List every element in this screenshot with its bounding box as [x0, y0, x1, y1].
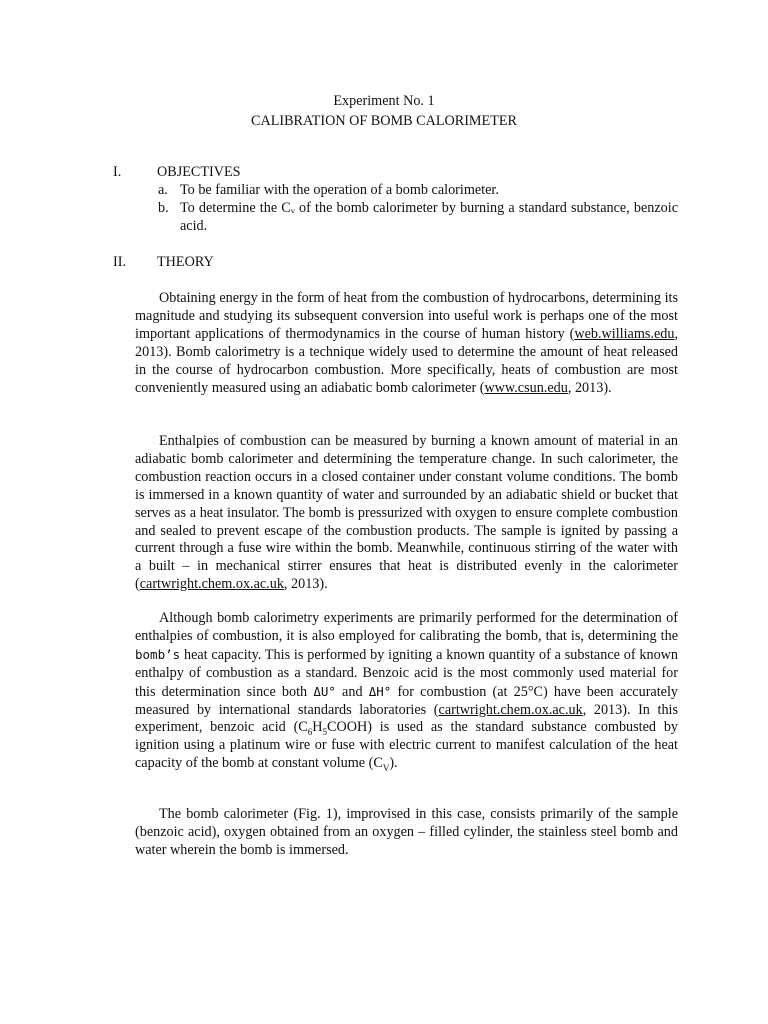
paragraph-text: and: [335, 683, 369, 700]
delta-u-symbol: ΔU°: [313, 683, 336, 699]
section-heading-objectives: [113, 164, 241, 182]
citation-link[interactable]: cartwright.chem.ox.ac.uk: [139, 576, 284, 593]
paragraph-text: for combustion (at 25°C) have been accurately measured by international standards laboratories (: [135, 683, 678, 718]
list-item: [158, 182, 678, 200]
list-item-text: To be familiar with the operation of a bomb calorimeter.: [180, 182, 499, 198]
section-number: I.: [113, 164, 122, 180]
paragraph-text: Enthalpies of combustion can be measured by burning a known amount of material in an adiabatic bomb calorimeter and determining the temperature change. In such calorimeter, the combustion reaction occurs in a closed container under constant volume conditions. The bomb is immersed in a known quantity of water and surrounded by an adiabatic shield or bucket that serves as a heat insulator. The bomb is pressurized with oxygen to ensure complete combustion and sealed to prevent escape of the combustion products. The sample is ignited by passing a current through a fuse wire within the bomb. Meanwhile, continuous stirring of the water with a built – in mechanical stirrer ensures that heat is distributed evenly in the calorimeter (: [135, 433, 678, 593]
paragraph-text: The bomb calorimeter (Fig. 1), improvised in this case, consists primarily of the sample (benzoic acid), oxygen obtained from an oxygen – filled cylinder, the stainless steel bomb and water wherein the bomb is immersed.: [135, 806, 678, 858]
citation-link[interactable]: www.csun.edu: [484, 379, 568, 396]
bomb-word: bomb’s: [135, 646, 181, 662]
list-marker: b.: [158, 199, 169, 216]
theory-paragraph-1: [135, 290, 678, 397]
citation-link[interactable]: cartwright.chem.ox.ac.uk: [438, 701, 583, 718]
paragraph-text: , 2013). Bomb calorimetry is a technique widely used to determine the amount of heat released in the course of hydrocarbon combustion. More specifically, heats of combustion are most conveniently measured using an adiabatic bomb calorimeter (: [135, 325, 678, 396]
citation-link[interactable]: web.williams.edu: [574, 325, 675, 342]
delta-h-symbol: ΔH°: [368, 683, 392, 699]
theory-paragraph-2: [135, 433, 678, 594]
paragraph-text: Obtaining energy in the form of heat from the combustion of hydrocarbons, determining its magnitude and studying its subsequent conversion into useful work is perhaps one of the most important applications of thermodynamics in the course of human history (: [135, 290, 678, 342]
paragraph-text: Although bomb calorimetry experiments are primarily performed for the determination of enthalpies of combustion, it is also employed for calibrating the bomb, that is, determining the: [135, 610, 678, 644]
paragraph-text: , 2013).: [567, 379, 612, 396]
theory-paragraph-3: [135, 610, 678, 773]
section-title: OBJECTIVES: [157, 164, 241, 180]
theory-paragraph-4: [135, 806, 678, 860]
list-item: [158, 200, 678, 236]
section-heading-theory: [113, 254, 214, 272]
list-marker: a.: [158, 182, 168, 198]
objectives-list: [158, 182, 678, 236]
experiment-number: Experiment No. 1: [333, 93, 435, 109]
paragraph-text: COOH) is used as the standard substance combusted by ignition using a platinum wire or fuse with electric current to manifest calculation of the heat capacity of the bomb at constant volume (C: [135, 719, 679, 772]
paragraph-text: heat capacity. This is performed by igniting a known quantity of a substance of known enthalpy of combustion as a standard. Benzoic acid is the most commonly used material for this determination since both: [135, 646, 678, 700]
document-title: CALIBRATION OF BOMB CALORIMETER: [250, 113, 518, 129]
subscript: 5: [322, 727, 328, 738]
paragraph-text: ).: [389, 755, 398, 772]
title-block: [0, 91, 768, 131]
paragraph-text: , 2013). In this experiment, benzoic acid (C: [135, 701, 679, 736]
subscript: V: [382, 763, 390, 774]
subscript: 6: [307, 727, 313, 738]
paragraph-text: , 2013).: [283, 576, 328, 593]
section-number: II.: [113, 254, 126, 270]
list-item-text: To determine the Cᵥ of the bomb calorimeter by burning a standard substance, benzoic acid.: [180, 199, 678, 234]
paragraph-text: H: [312, 719, 323, 736]
section-title: THEORY: [157, 254, 214, 270]
